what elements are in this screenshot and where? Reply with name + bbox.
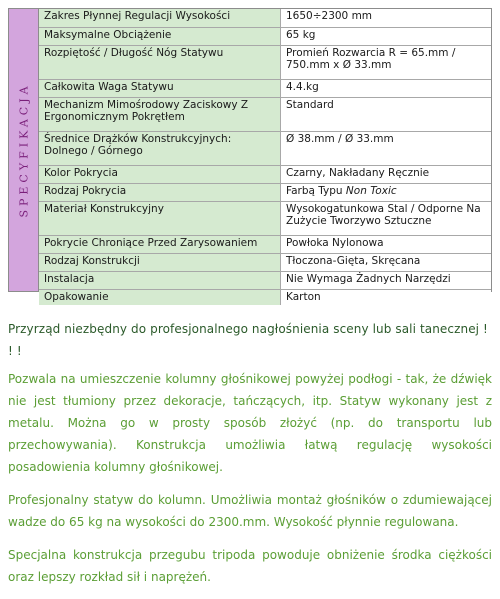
description-headline: Przyrząd niezbędny do profesjonalnego nagłośnienia sceny lub sali tanecznej ! ! !	[8, 322, 488, 358]
spec-value-text: 1650÷2300 mm	[286, 10, 373, 22]
spec-label: Całkowita Waga Statywu	[39, 79, 281, 97]
spec-label: Rodzaj Konstrukcji	[39, 253, 281, 271]
spec-value-text: Karton	[286, 290, 321, 303]
spec-value	[281, 9, 492, 27]
spec-row	[39, 45, 491, 79]
description-paragraph: Profesjonalny statyw do kolumn. Umożliwia montaż głośników o zdumiewającej wadze do 65 kg na wysokości do 2300.mm. Wysokość płynnie regulowana.	[8, 493, 492, 529]
spec-row	[39, 131, 491, 165]
spec-value-emphasis: Non Toxic	[345, 184, 397, 197]
spec-row	[39, 235, 491, 253]
spec-label: Rodzaj Pokrycia	[39, 183, 281, 201]
spec-value-text: Standard	[286, 98, 334, 111]
description-paragraph: Pozwala na umieszczenie kolumny głośnikowej powyżej podłogi - tak, że dźwięk nie jest tłumiony przez dekoracje, tańczących, itp. Statyw wykonany jest z metalu. Można go w prosty sposób złożyć (np. do transportu lub przechowywania). Konstrukcja umożliwia łatwą regulację wysokości posadowienia kolumny głośnikowej.	[8, 372, 492, 474]
spec-value	[281, 271, 492, 289]
spec-row	[39, 27, 491, 45]
specification-side-label	[9, 9, 39, 291]
spec-label: Materiał Konstrukcyjny	[39, 201, 281, 235]
specification-table	[8, 8, 492, 303]
spec-label: Kolor Pokrycia	[39, 165, 281, 183]
spec-row	[39, 183, 491, 201]
spec-value-text: Ø 38.mm / Ø 33.mm	[286, 132, 394, 145]
spec-value-text: 4.4.kg	[286, 80, 319, 93]
spec-value	[281, 183, 492, 201]
spec-row	[39, 165, 491, 183]
spec-value	[281, 79, 492, 97]
spec-value	[281, 253, 492, 271]
spec-value-text: Nie Wymaga Żadnych Narzędzi	[286, 272, 451, 285]
spec-value-text: Tłoczona-Gięta, Skręcana	[286, 254, 421, 267]
spec-value	[281, 45, 492, 79]
spec-value	[281, 235, 492, 253]
spec-row	[39, 97, 491, 131]
spec-label: Opakowanie	[39, 289, 281, 305]
spec-label: Mechanizm Mimośrodowy Zaciskowy Z Ergonomicznym Pokrętłem	[39, 97, 281, 131]
spec-value	[281, 289, 492, 305]
spec-row	[39, 9, 491, 27]
spec-value-text: Wysokogatunkowa Stal / Odporne Na Zużycie Tworzywo Sztuczne	[286, 202, 481, 227]
spec-row	[39, 289, 491, 305]
spec-value-text: 65 kg	[286, 28, 316, 41]
spec-value	[281, 27, 492, 45]
spec-value	[281, 131, 492, 165]
spec-label: Rozpiętość / Długość Nóg Statywu	[39, 45, 281, 79]
spec-value	[281, 97, 492, 131]
spec-label: Instalacja	[39, 271, 281, 289]
description-paragraph: Specjalna konstrukcja przegubu tripoda powoduje obniżenie środka ciężkości oraz lepszy rozkład sił i naprężeń.	[8, 548, 492, 584]
spec-value-text: Czarny, Nakładany Ręcznie	[286, 166, 430, 179]
spec-value	[281, 201, 492, 235]
spec-value-text: Powłoka Nylonowa	[286, 236, 384, 249]
spec-value-text: Promień Rozwarcia R = 65.mm / 750.mm x Ø 33.mm	[286, 46, 456, 71]
spec-value-text: Farbą Typu	[286, 184, 346, 197]
spec-label: Maksymalne Obciążenie	[39, 27, 281, 45]
spec-table	[39, 9, 491, 305]
spec-row	[39, 201, 491, 235]
spec-row	[39, 271, 491, 289]
spec-label: Średnice Drążków Konstrukcyjnych: Dolnego / Górnego	[39, 131, 281, 165]
spec-row	[39, 253, 491, 271]
spec-row	[39, 79, 491, 97]
description	[8, 318, 492, 599]
spec-label: Zakres Płynnej Regulacji Wysokości	[39, 9, 281, 27]
spec-value	[281, 165, 492, 183]
spec-label: Pokrycie Chroniące Przed Zarysowaniem	[39, 235, 281, 253]
side-label-text: SPECYFIKACJA	[17, 82, 30, 218]
